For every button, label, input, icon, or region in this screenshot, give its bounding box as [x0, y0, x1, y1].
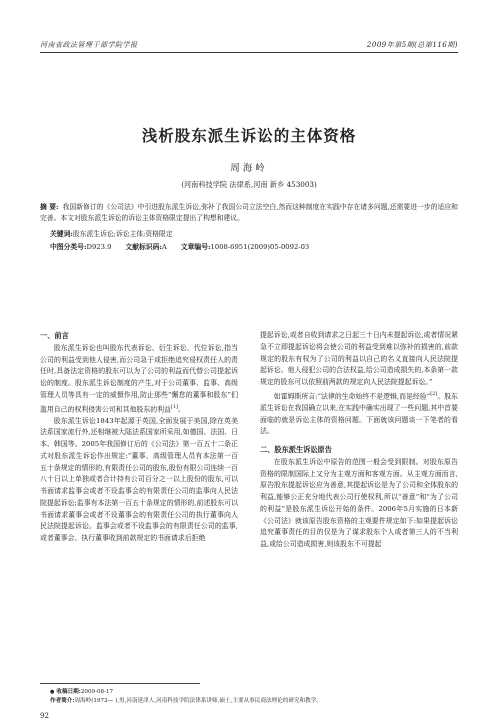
left-column	[40, 330, 238, 545]
issue-info: 2009年第5期(总第116期)	[366, 41, 458, 49]
journal-name: 河南省政法管理干部学院学报	[40, 41, 138, 49]
section-heading-intro: 一、前言	[40, 331, 69, 340]
paragraph: 提起诉讼,或者自收到请求之日起三十日内未提起诉讼,或者情况紧急不立即提起诉讼将会使公司的利益受到难以弥补的损害的,前款规定的股东有权为了公司的利益以自己的名义直接向人民法院提起诉讼。他人侵犯公司的合法权益,给公司造成损失的,本条第一款规定的股东可以依照前两款的规定向人民法院提起诉讼。”	[260, 331, 458, 386]
paragraph: 如霍姆斯所言:“法律的生命始终不是逻辑,而是经验”[2]。股东派生诉讼在我国确立以来,在实践中确实出现了一些问题,其中首要面临的就是诉讼主体的资格问题。下面就该问题谈一下笔者的看法。	[260, 390, 459, 436]
keywords-label: 关键词:	[50, 230, 73, 238]
footnote-rule	[40, 683, 200, 684]
abstract-label: 摘 要:	[40, 203, 59, 211]
paragraph: 股东派生诉讼也叫股东代表诉讼、衍生诉讼、代位诉讼,指当公司的利益受到他人侵害,而公司急于或拒绝追究侵权责任人的责任时,具备法定资格的股东可以为了公司的利益而代替公司提起诉讼的制度。股东派生诉讼制度的产生,对于公司董事、监事、高级管理人员等具有一定的威慑作用,防止那些“懈怠的董事和股东”们滥用自己的权利侵害公司和其他股东的利益[1]。	[40, 343, 238, 413]
cls-number: 中图分类号:D923.9	[50, 243, 112, 251]
paper-author: 周海岭	[230, 163, 268, 174]
right-column	[260, 330, 458, 551]
section-heading-plaintiff: 二、股东派生诉讼原告	[260, 445, 332, 455]
page-number: 92	[40, 712, 49, 720]
abstract	[40, 202, 458, 224]
doc-code: 文献标识码:A	[125, 243, 167, 251]
author-affiliation: (河南科技学院 法律系,河南 新乡 453003)	[181, 180, 317, 189]
keywords-text: 股东派生诉讼;诉讼主体;资格限定	[72, 230, 173, 238]
bullet-icon: ●	[50, 689, 55, 695]
author-bio: 作者简介:周海岭(1972— ),男,河南延津人,河南科技学院法律系讲师,硕士,主要从事民商法理论的研究和教学。	[50, 698, 322, 704]
header-rule	[40, 52, 458, 53]
abstract-text: 我国新修订的《公司法》中引进股东派生诉讼,弥补了我国公司立法空白,然而这种制度在实践中存在诸多问题,还需要进一步的适应和完善。本文对股东派生诉讼的诉讼主体资格限定提出了构想和建议。	[40, 203, 458, 222]
paragraph: 在股东派生诉讼中原告的范围一般会受到限制。对股东原告资格的限制国际上又分为主观方面和客观方面。从主观方面而言,原告股东提起诉讼应为善意,其提起诉讼是为了公司和全体股东的利益,能够公正充分地代表公司行使权利,所以“善意”和“为了公司的利益”是股东派生诉讼开始的条件。2006年5月实施的日本新《公司法》就该原告股东资格的主观要件规定如下:如果提起诉讼追究董事责任的目的仅是为了谋求股东个人或者第三人的不当利益,或给公司造成损害,则该股东不可提起	[260, 457, 458, 549]
citation-ref: [1]	[170, 403, 179, 410]
paragraph: 股东派生诉讼1843年起源于英国,全面发展于美国,除在英美法系国家流行外,还相继被大陆法系国家所采用,如德国、法国、日本、韩国等。2005年我国修订后的《公司法》第一百五十二条正式对股东派生诉讼作出规定:“董事、高级管理人员有本法第一百五十条规定的情形的,有限责任公司的股东,股份有限公司连续一百八十日以上单独或者合计持有公司百分之一以上股份的股东,可以书面请求监事会或者不设监事会的有限责任公司的监事向人民法院提起诉讼;监事有本法第一百五十条规定的情形的,前述股东可以书面请求董事会或者不设董事会的有限责任公司的执行董事向人民法院提起诉讼。监事会或者不设监事会的有限责任公司的监事,或者董事会、执行董事收到前款规定的书面请求后拒绝	[40, 416, 238, 543]
article-id: 文章编号:1008-6951(2009)05-0092-03	[180, 243, 310, 251]
received-date: ● 收稿日期:2009-08-17	[50, 689, 114, 695]
running-head	[40, 40, 458, 50]
classification-line	[50, 241, 458, 251]
footnote	[50, 688, 458, 706]
citation-ref: [2]	[430, 390, 438, 397]
paper-title: 浅析股东派生诉讼的主体资格	[141, 126, 357, 145]
keywords	[50, 228, 458, 238]
